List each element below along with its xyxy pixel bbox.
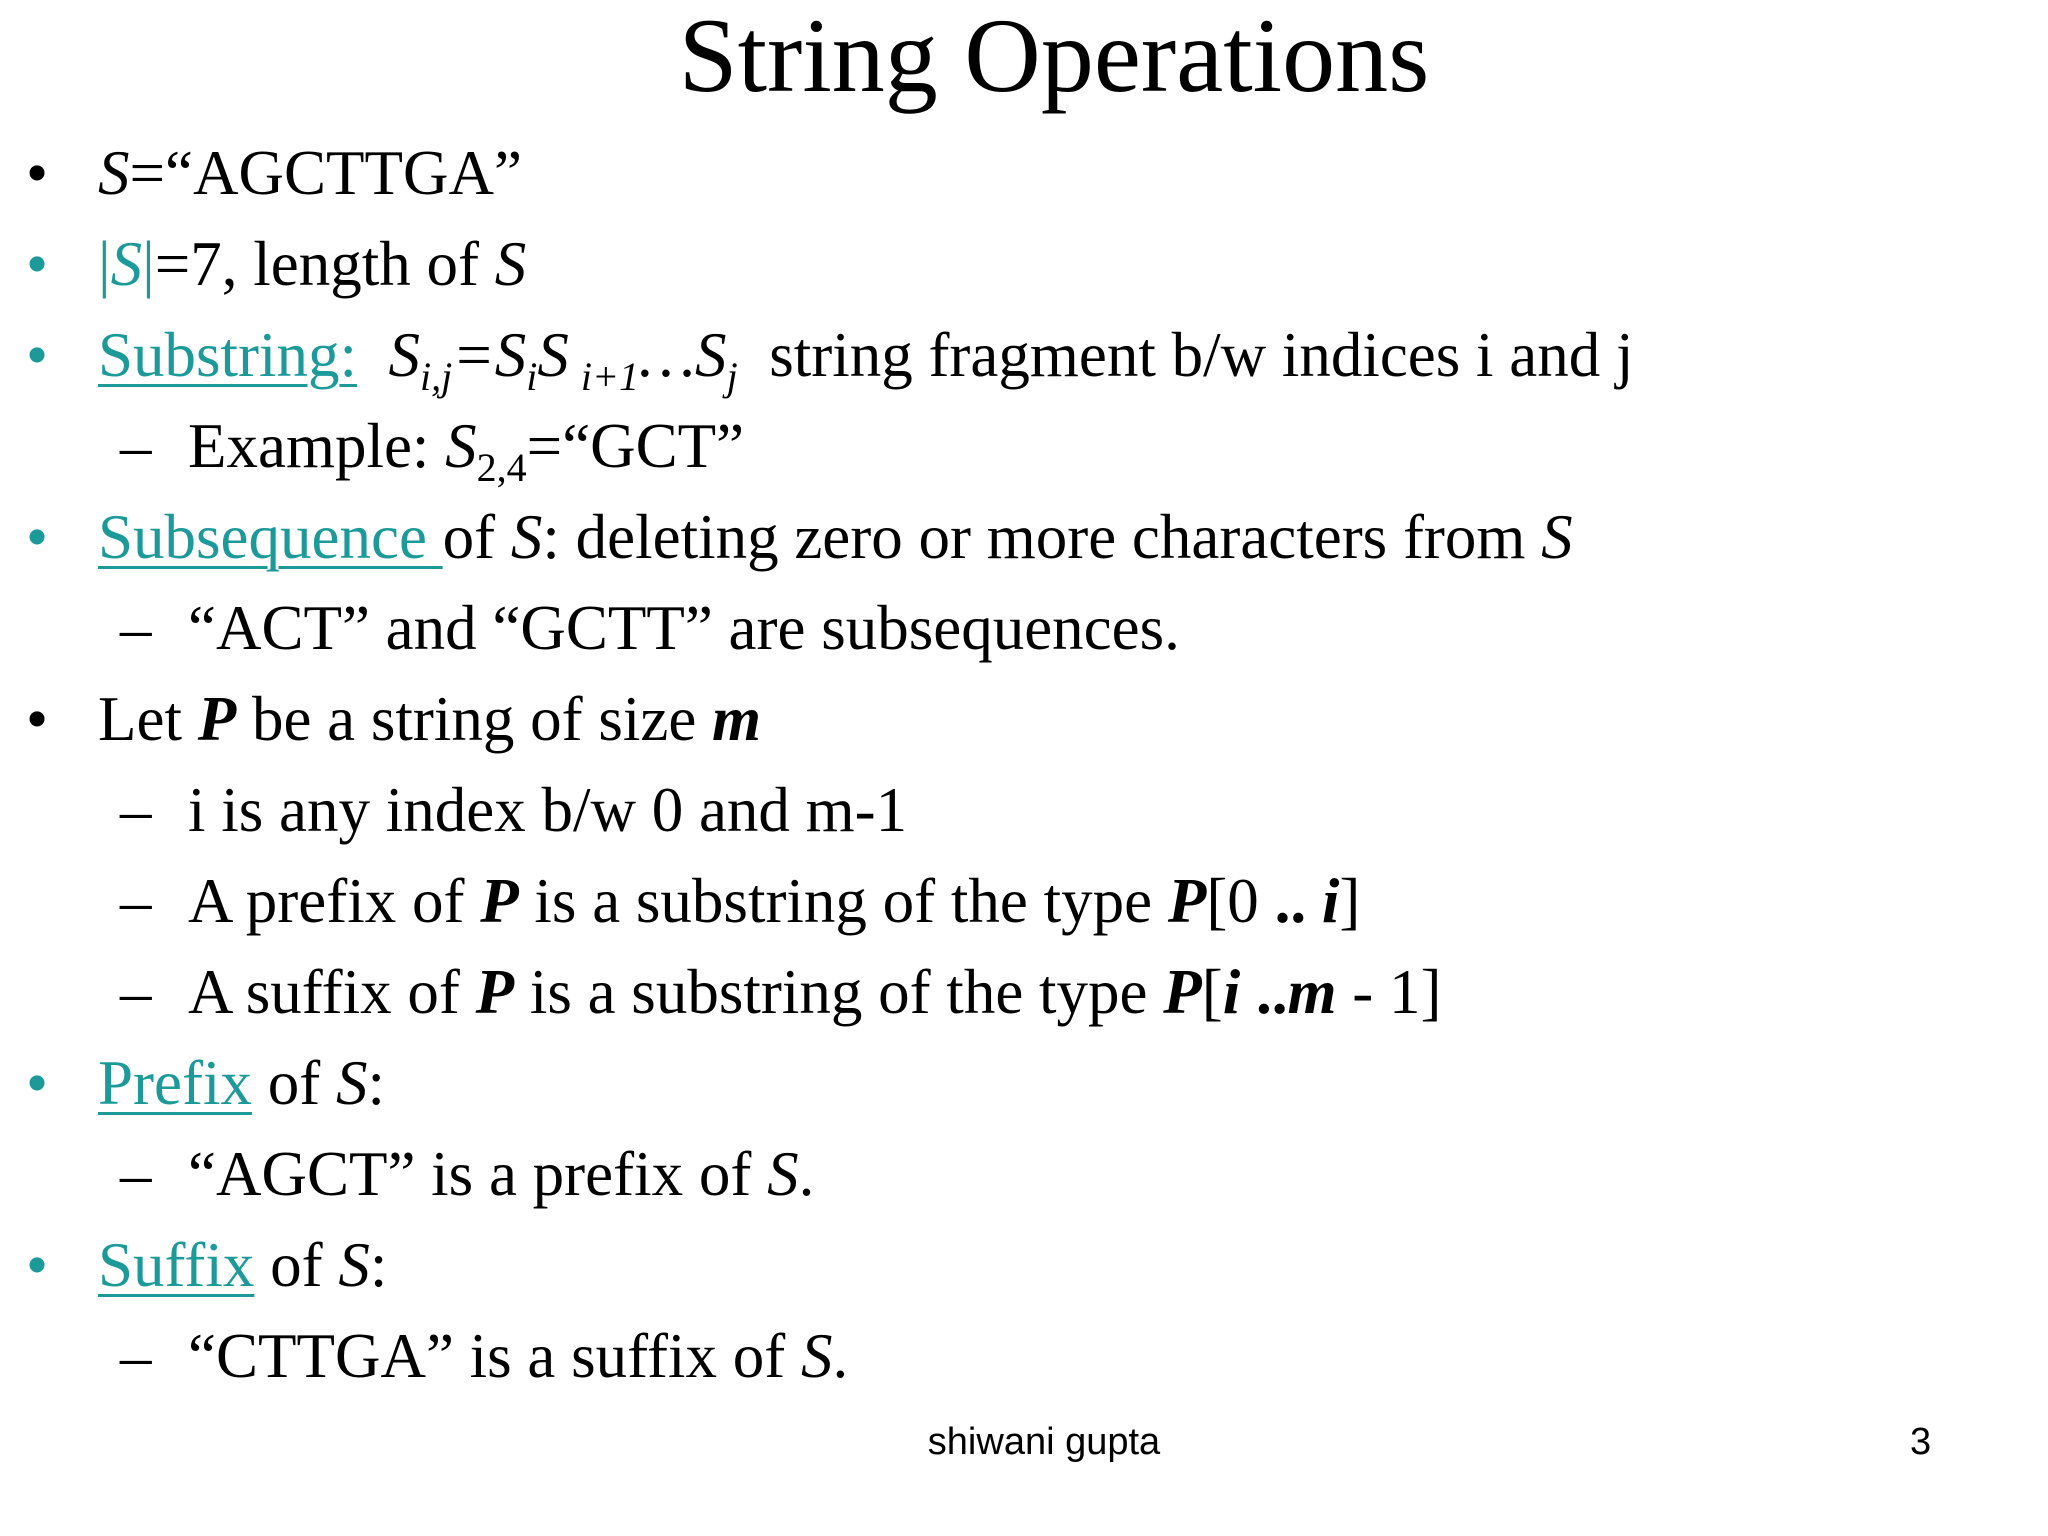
line-substring-example: Example: $S_{2,4}=“GCT$” [188,411,745,490]
page-number: 3 [1910,1421,1932,1463]
bullet: • [26,1230,49,1300]
line-prefix-def: A prefix of P is a substring of the type P[0 .. i] [188,866,1361,936]
bullet: • [26,1048,49,1118]
dash: – [120,1139,152,1209]
subsequence-link[interactable]: Subsequence [98,502,443,572]
footer-author: shiwani gupta [927,1421,1161,1463]
line-suffix: Suffix of S: [98,1230,388,1300]
bullet: • [26,502,49,572]
substring-link[interactable]: Substring: [98,320,358,390]
prefix-link[interactable]: Prefix [98,1048,252,1118]
line-length: |S|=7, length of S [98,229,527,299]
line-substring: Substring: $S_{i,j}=S_iS$ $_{i+1}\dots S_j$ string fragment b/w indices i and j [98,320,1634,399]
line-s-definition: S=“AGCTTGA” [98,138,522,208]
bullet: • [26,229,49,299]
slide-title: String Operations [678,0,1430,114]
line-index: i is any index b/w 0 and m-1 [188,775,908,845]
dash: – [120,593,152,663]
bullet: • [26,138,49,208]
dash: – [120,411,152,481]
dash: – [120,957,152,1027]
line-prefix-example: “AGCT” is a prefix of S. [188,1139,815,1209]
bullet: • [26,320,49,390]
dash: – [120,866,152,936]
line-suffix-example: “CTTGA” is a suffix of S. [188,1321,849,1391]
dash: – [120,775,152,845]
line-suffix-def: A suffix of P is a substring of the type P[i ..m - 1] [188,957,1442,1027]
line-let-p: Let P be a string of size m [98,684,762,754]
line-subsequence: Subsequence of S: deleting zero or more characters from S [98,502,1573,572]
suffix-link[interactable]: Suffix [98,1230,255,1300]
bullet: • [26,684,49,754]
dash: – [120,1321,152,1391]
line-prefix: Prefix of S: [98,1048,385,1118]
line-subsequence-example: “ACT” and “GCTT” are subsequences. [188,593,1180,663]
